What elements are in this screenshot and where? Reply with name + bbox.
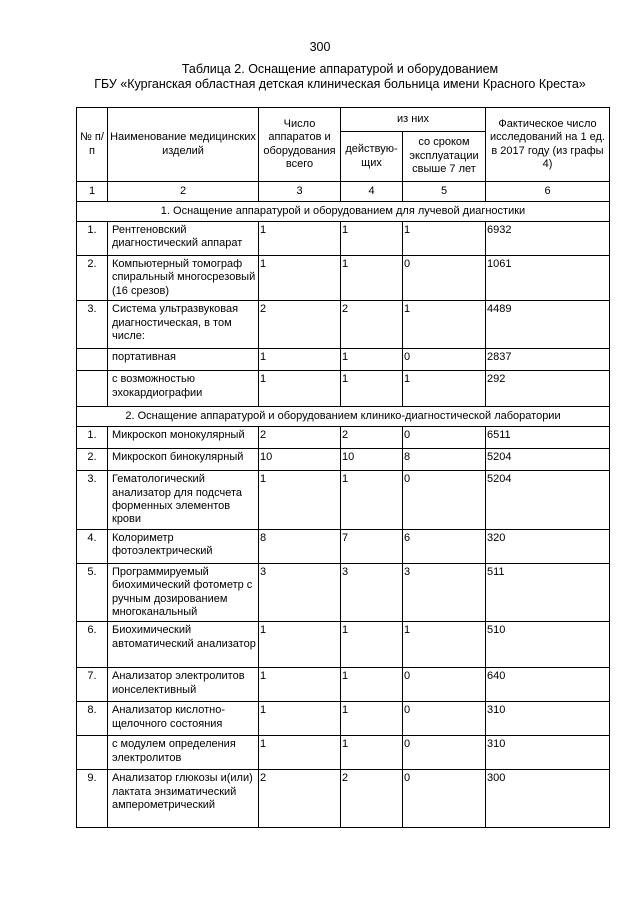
table-row: [77, 736, 610, 770]
table-row: [77, 449, 610, 471]
row-num: 3.: [77, 301, 108, 349]
table-row: [77, 770, 610, 828]
row-active: 2: [341, 770, 403, 828]
row-fact: 2837: [486, 349, 610, 371]
row-old: 3: [403, 563, 486, 622]
row-total: 1: [259, 702, 341, 736]
row-num: 7.: [77, 668, 108, 702]
row-total: 1: [259, 222, 341, 256]
row-num: 9.: [77, 770, 108, 828]
title-line-2: ГБУ «Курганская областная детская клиническая больница имени Красного Креста»: [94, 77, 586, 91]
title-line-1: Таблица 2. Оснащение аппаратурой и оборудованием: [181, 62, 499, 76]
row-old: 1: [403, 301, 486, 349]
table-row: [77, 563, 610, 622]
row-active: 7: [341, 529, 403, 563]
row-num: [77, 736, 108, 770]
column-index-cell: 1: [77, 182, 108, 202]
row-name: Анализатор электролитов ионселективный: [108, 668, 259, 702]
row-fact: 6932: [486, 222, 610, 256]
row-active: 1: [341, 349, 403, 371]
row-active: 1: [341, 471, 403, 530]
row-num: 2.: [77, 256, 108, 301]
row-active: 1: [341, 256, 403, 301]
row-active: 10: [341, 449, 403, 471]
header-num: № п/п: [77, 108, 108, 182]
row-num: 5.: [77, 563, 108, 622]
section-header-row: [77, 202, 610, 222]
row-old: 1: [403, 222, 486, 256]
row-fact: 510: [486, 622, 610, 668]
row-total: 1: [259, 736, 341, 770]
row-name: Система ультразвуковая диагностическая, в том числе:: [108, 301, 259, 349]
row-old: 0: [403, 736, 486, 770]
column-index-cell: 6: [486, 182, 610, 202]
table-title: [60, 62, 620, 92]
row-fact: 6511: [486, 427, 610, 449]
table-row: [77, 371, 610, 407]
row-name: портативная: [108, 349, 259, 371]
table-row: [77, 668, 610, 702]
row-old: 0: [403, 471, 486, 530]
table-row: [77, 622, 610, 668]
row-active: 1: [341, 736, 403, 770]
table-row: [77, 702, 610, 736]
column-index-row: [77, 182, 610, 202]
row-fact: 292: [486, 371, 610, 407]
row-num: 4.: [77, 529, 108, 563]
table-row: [77, 301, 610, 349]
equipment-table: [76, 107, 610, 828]
row-active: 1: [341, 622, 403, 668]
row-name: Рентгеновский диагностический аппарат: [108, 222, 259, 256]
row-name: с модулем определения электролитов: [108, 736, 259, 770]
row-total: 1: [259, 256, 341, 301]
row-name: Компьютерный томограф спиральный многосрезовый (16 срезов): [108, 256, 259, 301]
row-fact: 511: [486, 563, 610, 622]
row-total: 10: [259, 449, 341, 471]
row-total: 2: [259, 770, 341, 828]
row-old: 0: [403, 668, 486, 702]
row-active: 1: [341, 222, 403, 256]
row-num: 6.: [77, 622, 108, 668]
row-active: 1: [341, 702, 403, 736]
section-header-row: [77, 407, 610, 427]
row-fact: 310: [486, 702, 610, 736]
row-num: 2.: [77, 449, 108, 471]
row-active: 2: [341, 427, 403, 449]
row-fact: 5204: [486, 449, 610, 471]
table-row: [77, 222, 610, 256]
row-old: 0: [403, 427, 486, 449]
section-title: 2. Оснащение аппаратурой и оборудованием клинико-диагностической лаборатории: [77, 407, 610, 427]
row-active: 2: [341, 301, 403, 349]
row-fact: 5204: [486, 471, 610, 530]
column-index-cell: 5: [403, 182, 486, 202]
header-old: со сроком эксплуатации свыше 7 лет: [403, 132, 486, 182]
row-old: 8: [403, 449, 486, 471]
table-row: [77, 427, 610, 449]
header-name: Наименование медицинских изделий: [108, 108, 259, 182]
row-fact: 1061: [486, 256, 610, 301]
header-of-them: из них: [341, 108, 486, 132]
row-name: Микроскоп бинокулярный: [108, 449, 259, 471]
row-total: 1: [259, 622, 341, 668]
row-old: 1: [403, 371, 486, 407]
row-name: Анализатор глюкозы и(или) лактата энзиматический амперометрический: [108, 770, 259, 828]
row-name: Колориметр фотоэлектрический: [108, 529, 259, 563]
row-old: 0: [403, 702, 486, 736]
row-total: 1: [259, 371, 341, 407]
row-fact: 640: [486, 668, 610, 702]
header-active: действую-щих: [341, 132, 403, 182]
row-old: 6: [403, 529, 486, 563]
row-num: 1.: [77, 427, 108, 449]
row-fact: 300: [486, 770, 610, 828]
row-old: 1: [403, 622, 486, 668]
table-row: [77, 349, 610, 371]
row-total: 1: [259, 668, 341, 702]
row-num: 1.: [77, 222, 108, 256]
row-total: 8: [259, 529, 341, 563]
row-name: Микроскоп монокулярный: [108, 427, 259, 449]
row-total: 3: [259, 563, 341, 622]
row-total: 2: [259, 301, 341, 349]
section-title: 1. Оснащение аппаратурой и оборудованием для лучевой диагностики: [77, 202, 610, 222]
row-old: 0: [403, 349, 486, 371]
row-active: 1: [341, 371, 403, 407]
row-num: [77, 371, 108, 407]
page-number: 300: [309, 40, 331, 54]
row-num: [77, 349, 108, 371]
row-total: 1: [259, 471, 341, 530]
row-num: 8.: [77, 702, 108, 736]
table-row: [77, 471, 610, 530]
row-fact: 310: [486, 736, 610, 770]
table-row: [77, 256, 610, 301]
column-index-cell: 4: [341, 182, 403, 202]
column-index-cell: 3: [259, 182, 341, 202]
row-name: Программируемый биохимический фотометр с ручным дозированием многоканальный: [108, 563, 259, 622]
row-total: 2: [259, 427, 341, 449]
row-old: 0: [403, 770, 486, 828]
row-fact: 4489: [486, 301, 610, 349]
header-count: Число аппаратов и оборудования всего: [259, 108, 341, 182]
row-name: Биохимический автоматический анализатор: [108, 622, 259, 668]
row-old: 0: [403, 256, 486, 301]
row-name: Анализатор кислотно-щелочного состояния: [108, 702, 259, 736]
row-num: 3.: [77, 471, 108, 530]
row-total: 1: [259, 349, 341, 371]
header-fact: Фактическое число исследований на 1 ед. в 2017 году (из графы 4): [486, 108, 610, 182]
column-index-cell: 2: [108, 182, 259, 202]
row-fact: 320: [486, 529, 610, 563]
row-name: с возможностью эхокардиографии: [108, 371, 259, 407]
row-active: 1: [341, 668, 403, 702]
row-active: 3: [341, 563, 403, 622]
table-row: [77, 529, 610, 563]
row-name: Гематологический анализатор для подсчета форменных элементов крови: [108, 471, 259, 530]
